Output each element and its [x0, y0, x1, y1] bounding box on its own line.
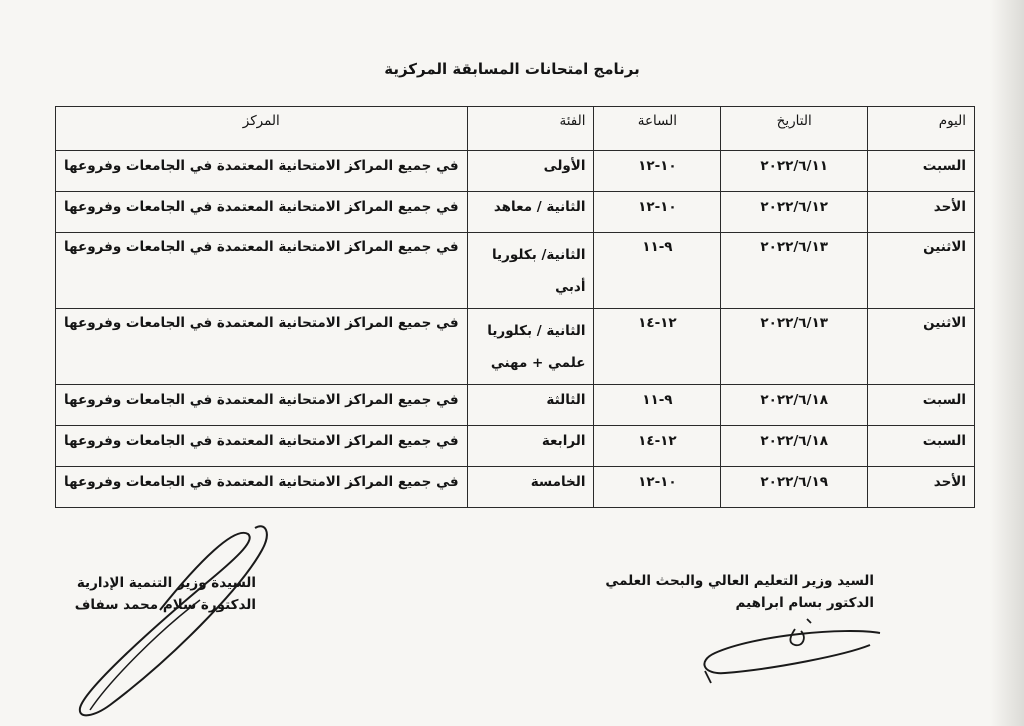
cell-hour: ١٠-١٢ — [594, 192, 721, 233]
signature-title: السيدة وزير التنمية الإدارية — [76, 575, 256, 591]
cell-date: ٢٠٢٢/٦/١٣ — [721, 233, 868, 309]
signature-name: الدكتورة سلام محمد سفاف — [74, 597, 256, 613]
signature-title: السيد وزير التعليم العالي والبحث العلمي — [605, 573, 874, 589]
cell-category: الثانية / معاهد — [467, 192, 594, 233]
page-edge-shadow — [990, 0, 1024, 726]
header-day: اليوم — [868, 107, 975, 151]
cell-day: السبت — [868, 385, 975, 426]
cell-category: الأولى — [467, 151, 594, 192]
cell-category — [467, 309, 594, 385]
table-row — [56, 192, 975, 233]
cell-center: في جميع المراكز الامتحانية المعتمدة في الجامعات وفروعها — [56, 233, 468, 309]
cell-hour: ١٠-١٢ — [594, 151, 721, 192]
cell-day: السبت — [868, 426, 975, 467]
cell-category: الخامسة — [467, 467, 594, 508]
cell-date: ٢٠٢٢/٦/١٢ — [721, 192, 868, 233]
cell-center: في جميع المراكز الامتحانية المعتمدة في الجامعات وفروعها — [56, 385, 468, 426]
table-row — [56, 426, 975, 467]
document-title: برنامج امتحانات المسابقة المركزية — [384, 60, 640, 78]
header-date: التاريخ — [721, 107, 868, 151]
cell-hour: ١٢-١٤ — [594, 426, 721, 467]
cell-day: الاثنين — [868, 309, 975, 385]
category-line2: علمي + مهني — [490, 355, 586, 371]
table-row — [56, 385, 975, 426]
cell-hour: ٩-١١ — [594, 233, 721, 309]
signature-block-minister-higher-education — [605, 570, 874, 614]
exam-schedule-table — [55, 106, 975, 508]
table-row — [56, 309, 975, 385]
cell-day: السبت — [868, 151, 975, 192]
table-row — [56, 151, 975, 192]
cell-date: ٢٠٢٢/٦/١٨ — [721, 385, 868, 426]
category-line1: الثانية/ بكلوريا — [491, 247, 586, 263]
cell-center: في جميع المراكز الامتحانية المعتمدة في الجامعات وفروعها — [56, 192, 468, 233]
handwritten-signature-left — [50, 520, 280, 720]
cell-date: ٢٠٢٢/٦/١١ — [721, 151, 868, 192]
table-header-row — [56, 107, 975, 151]
cell-category — [467, 233, 594, 309]
signature-name: الدكتور بسام ابراهيم — [735, 595, 874, 611]
handwritten-signature-right — [695, 615, 895, 695]
header-hour: الساعة — [594, 107, 721, 151]
cell-day: الاثنين — [868, 233, 975, 309]
cell-hour: ١٠-١٢ — [594, 467, 721, 508]
cell-category: الثالثة — [467, 385, 594, 426]
category-line2: أدبي — [555, 279, 586, 295]
cell-date: ٢٠٢٢/٦/١٨ — [721, 426, 868, 467]
cell-center: في جميع المراكز الامتحانية المعتمدة في الجامعات وفروعها — [56, 309, 468, 385]
cell-center: في جميع المراكز الامتحانية المعتمدة في الجامعات وفروعها — [56, 426, 468, 467]
table-row — [56, 233, 975, 309]
header-category: الفئة — [467, 107, 594, 151]
cell-category: الرابعة — [467, 426, 594, 467]
category-line1: الثانية / بكلوريا — [487, 323, 586, 339]
cell-center: في جميع المراكز الامتحانية المعتمدة في الجامعات وفروعها — [56, 151, 468, 192]
cell-hour: ٩-١١ — [594, 385, 721, 426]
cell-day: الأحد — [868, 192, 975, 233]
cell-day: الأحد — [868, 467, 975, 508]
cell-center: في جميع المراكز الامتحانية المعتمدة في الجامعات وفروعها — [56, 467, 468, 508]
cell-hour: ١٢-١٤ — [594, 309, 721, 385]
table-row — [56, 467, 975, 508]
cell-date: ٢٠٢٢/٦/١٩ — [721, 467, 868, 508]
header-center: المركز — [56, 107, 468, 151]
cell-date: ٢٠٢٢/٦/١٣ — [721, 309, 868, 385]
